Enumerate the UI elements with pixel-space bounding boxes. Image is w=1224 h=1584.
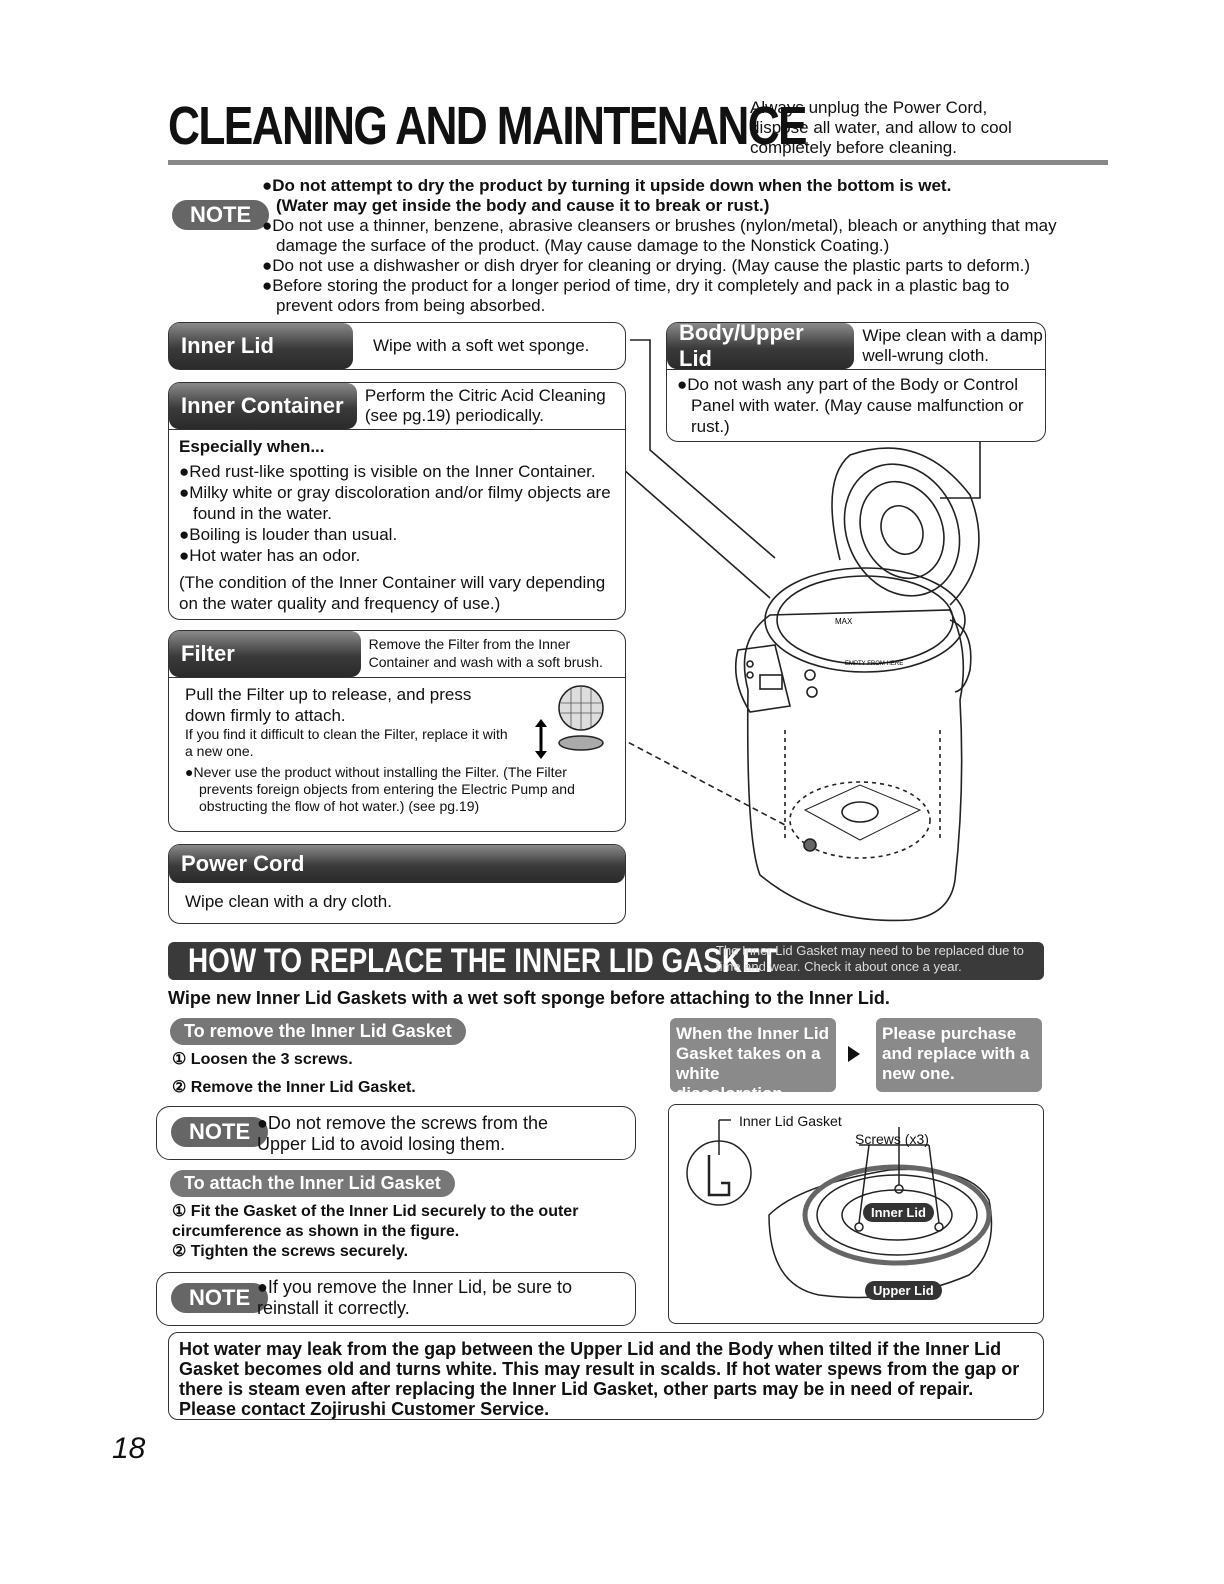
attach-header: [170, 1170, 455, 1197]
inner-lid-title: Inner Lid: [181, 333, 274, 358]
title-note: Always unplug the Power Cord, dispose all water, and allow to cool completely before cleaning.: [750, 98, 1012, 157]
remove-step-1-num: ①: [172, 1051, 187, 1068]
body-upper-lid-text: Wipe clean with a damp well-wrung cloth.: [862, 326, 1043, 365]
ic-item-2: ●Milky white or gray discoloration and/or filmy objects are found in the water.: [179, 483, 611, 523]
remove-note-badge: [171, 1117, 268, 1147]
body-upper-lid-body: [667, 370, 1045, 441]
power-cord-header: [169, 845, 625, 883]
max-label: MAX: [835, 617, 853, 626]
howto-intro: Wipe new Inner Lid Gaskets with a wet soft sponge before attaching to the Inner Lid.: [168, 988, 890, 1008]
note-item-2: ●Do not use a thinner, benzene, abrasive cleansers or brushes (nylon/metal), bleach or anything that may damage the surface of the product. (May cause damage to the Nonstick Coating.): [262, 216, 1057, 255]
empty-label: EMPTY FROM HERE: [845, 661, 904, 667]
inner-container-header-row: [169, 383, 625, 430]
note-bold-2: (Water may get inside the body and cause it to break or rust.): [276, 196, 770, 215]
filter-title: Filter: [181, 641, 235, 666]
attach-step-1: [172, 1202, 612, 1242]
attach-note-box: [156, 1272, 636, 1326]
note-label: NOTE: [172, 200, 269, 230]
ic-footer: (The condition of the Inner Container will vary depending on the water quality and frequency of use.): [179, 573, 606, 613]
ic-item-1: ●Red rust-like spotting is visible on the Inner Container.: [179, 462, 596, 481]
attach-step-2-text: Tighten the screws securely.: [190, 1243, 409, 1260]
attach-note-label: NOTE: [171, 1283, 268, 1313]
page-title: CLEANING AND MAINTENANCE: [168, 96, 806, 156]
inner-container-box: [168, 382, 626, 620]
remove-title: To remove the Inner Lid Gasket: [170, 1018, 466, 1045]
purchase-box: Please purchase and replace with a new one.: [876, 1018, 1042, 1092]
body-upper-lid-header-row: [667, 320, 1045, 371]
power-cord-text: Wipe clean with a dry cloth.: [185, 892, 392, 911]
fig-inner-lid-label: Inner Lid: [863, 1203, 934, 1222]
inner-lid-text: Wipe with a soft wet sponge.: [373, 336, 590, 355]
filter-warning-text: ●Never use the product without installing the Filter. (The Filter prevents foreign objects from entering the Electric Pump and obstructing the flow of hot water.) (see pg.19): [185, 764, 575, 814]
title-rule: [168, 160, 1108, 165]
attach-step-2: [172, 1242, 408, 1262]
remove-step-1: [172, 1050, 353, 1070]
inner-container-body: [169, 430, 625, 620]
remove-step-2-num: ②: [172, 1079, 187, 1096]
note-item-3: ●Do not use a dishwasher or dish dryer for cleaning or drying. (May cause the plastic parts to deform.): [262, 256, 1031, 275]
especially-when: Especially when...: [179, 437, 325, 456]
attach-note-text: ●If you remove the Inner Lid, be sure to reinstall it correctly.: [257, 1277, 573, 1318]
inner-container-header: [169, 383, 357, 429]
power-cord-box: [168, 844, 626, 924]
ic-item-4: ●Hot water has an odor.: [179, 546, 361, 565]
remove-step-1-text: Loosen the 3 screws.: [190, 1051, 353, 1068]
attach-step-2-num: ②: [172, 1243, 187, 1260]
filter-icon: [521, 683, 611, 763]
filter-header-row: [169, 631, 625, 678]
ic-item-3: ●Boiling is louder than usual.: [179, 525, 398, 544]
inner-lid-box: [168, 322, 626, 370]
attach-note-badge: [171, 1283, 268, 1313]
discolor-box: When the Inner Lid Gasket takes on a white discoloration.: [670, 1018, 836, 1092]
remove-header: [170, 1018, 466, 1045]
body-upper-lid-box: [666, 322, 1046, 442]
note-item-4: ●Before storing the product for a longer period of time, dry it completely and pack in a plastic bag to prevent odors from being absorbed.: [262, 276, 1010, 315]
warning-box: Hot water may leak from the gap between the Upper Lid and the Body when tilted if the Inner Lid Gasket becomes old and turns white. This may result in scalds. If hot water spews from the gap or there is steam even after replacing the Inner Lid Gasket, other parts may be in need of repair. Please contact Zojirushi Customer Service.: [168, 1332, 1044, 1420]
remove-note-text: ●Do not remove the screws from the Upper Lid to avoid losing them.: [257, 1113, 548, 1154]
attach-step-1-num: ①: [172, 1203, 187, 1220]
power-cord-title: Power Cord: [181, 851, 305, 876]
fig-gasket-label: Inner Lid Gasket: [739, 1113, 842, 1129]
filter-warning: [185, 764, 609, 815]
body-upper-lid-bullet: ●Do not wash any part of the Body or Control Panel with water. (May cause malfunction or rust.): [677, 375, 1024, 436]
filter-instructions: Pull the Filter up to release, and press down firmly to attach.: [185, 685, 472, 725]
remove-note-box: [156, 1106, 636, 1160]
filter-header: [169, 631, 361, 677]
howto-note: The Inner Lid Gasket may need to be replaced due to time and wear. Check it about once a year.: [716, 943, 1024, 974]
filter-replace-note: If you find it difficult to clean the Filter, replace it with a new one.: [185, 726, 508, 759]
top-notes: [262, 176, 1062, 316]
howto-title: HOW TO REPLACE THE INNER LID GASKET: [188, 942, 778, 980]
remove-note-label: NOTE: [171, 1117, 268, 1147]
inner-container-text: Perform the Citric Acid Cleaning (see pg.19) periodically.: [364, 386, 606, 425]
body-upper-lid-header: [667, 320, 854, 371]
attach-step-1-text: Fit the Gasket of the Inner Lid securely to the outer circumference as shown in the figure.: [172, 1203, 579, 1240]
howto-banner: [168, 942, 1044, 980]
fig-upper-lid-label: Upper Lid: [865, 1281, 942, 1300]
gasket-figure: [668, 1104, 1044, 1324]
body-upper-lid-title: Body/Upper Lid: [679, 320, 804, 371]
note-badge: [172, 200, 269, 230]
filter-text: Remove the Filter from the Inner Container and wash with a soft brush.: [368, 636, 603, 670]
arrow-right-icon: [846, 1044, 862, 1064]
note-bold-1: ●Do not attempt to dry the product by turning it upside down when the bottom is wet.: [262, 176, 952, 195]
inner-container-title: Inner Container: [181, 393, 344, 418]
filter-box: [168, 630, 626, 832]
remove-step-2-text: Remove the Inner Lid Gasket.: [190, 1079, 416, 1096]
attach-title: To attach the Inner Lid Gasket: [170, 1170, 455, 1197]
page-number: 18: [112, 1432, 146, 1465]
fig-screws-label: Screws (x3): [855, 1131, 929, 1147]
remove-step-2: [172, 1078, 416, 1098]
inner-lid-header: [169, 323, 353, 369]
